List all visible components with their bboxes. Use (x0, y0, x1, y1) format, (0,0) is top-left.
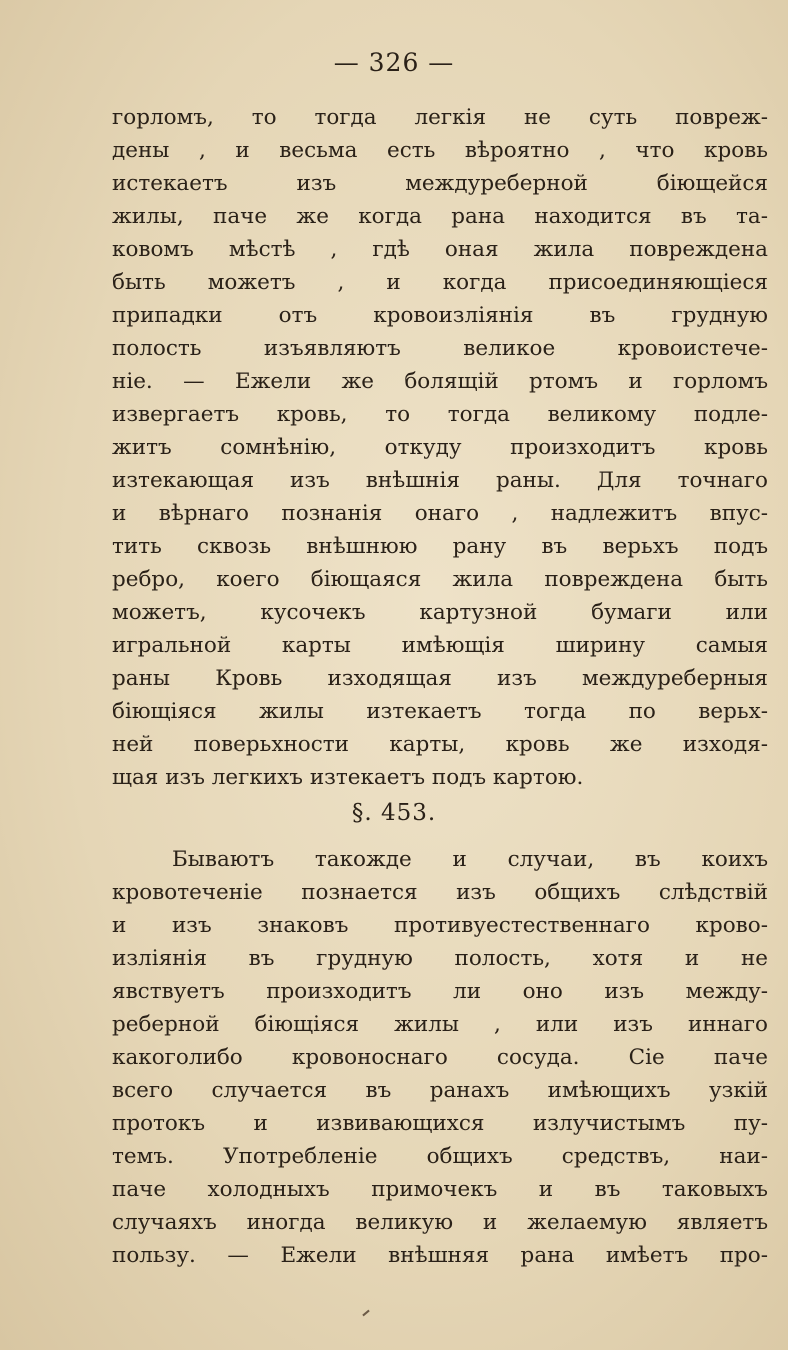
text-line: полость изъявляютъ великое кровоистече- (112, 336, 768, 361)
text-line: и изъ знаковъ противуестественнаго крово- (112, 913, 768, 938)
text-line: Бываютъ такожде и случаи, въ коихъ (172, 847, 768, 872)
text-line: явствуетъ произходитъ ли оно изъ между- (112, 979, 768, 1004)
text-line: реберной біющіяся жилы , или изъ иннаго (112, 1012, 768, 1037)
text-line: темъ. Употребленіе общихъ средствъ, наи- (112, 1144, 768, 1169)
text-line: игральной карты имѣющія ширину самыя (112, 633, 768, 658)
paragraph-2 (112, 843, 768, 1272)
paragraph-1 (112, 101, 768, 794)
text-line: кровотеченіе познается изъ общихъ слѣдствій (112, 880, 768, 905)
text-line: можетъ, кусочекъ картузной бумаги или (112, 600, 768, 625)
text-line: ребро, коего біющаяся жила повреждена быть (112, 567, 768, 592)
text-line: всего случается въ ранахъ имѣющихъ узкій (112, 1078, 768, 1103)
text-line: истекаетъ изъ междуреберной біющейся (112, 171, 768, 196)
text-line: ніе. — Ежели же болящій ртомъ и горломъ (112, 369, 768, 394)
text-line: какоголибо кровоноснаго сосуда. Сіе паче (112, 1045, 768, 1070)
ink-mark (362, 1310, 369, 1317)
text-line: быть можетъ , и когда присоединяющіеся (112, 270, 768, 295)
text-line: паче холодныхъ примочекъ и въ таковыхъ (112, 1177, 768, 1202)
text-line: изтекающая изъ внѣшнія раны. Для точнаго (112, 468, 768, 493)
text-line: щая изъ легкихъ изтекаетъ подъ картою. (112, 765, 584, 790)
text-line: случаяхъ иногда великую и желаемую являетъ (112, 1210, 768, 1235)
section-heading: §. 453. (351, 800, 437, 826)
text-line: изліянія въ грудную полость, хотя и не (112, 946, 768, 971)
text-line: горломъ, то тогда легкія не суть повреж- (112, 105, 768, 130)
text-line: извергаетъ кровь, то тогда великому подле- (112, 402, 768, 427)
text-line: дены , и весьма есть вѣроятно , что кровь (112, 138, 768, 163)
text-line: жилы, паче же когда рана находится въ та- (112, 204, 768, 229)
text-line: ковомъ мѣстѣ , гдѣ оная жила повреждена (112, 237, 768, 262)
text-line: біющіяся жилы изтекаетъ тогда по верьх- (112, 699, 768, 724)
text-line: пользу. — Ежели внѣшняя рана имѣетъ про- (112, 1243, 768, 1268)
text-line: ней поверьхности карты, кровь же изходя- (112, 732, 768, 757)
text-line: тить сквозь внѣшнюю рану въ верьхъ подъ (112, 534, 768, 559)
text-line: и вѣрнаго познанія онаго , надлежитъ впус- (112, 501, 768, 526)
text-line: раны Кровь изходящая изъ междуреберныя (112, 666, 768, 691)
page-number: — 326 — (333, 48, 455, 77)
text-line: житъ сомнѣнію, откуду произходитъ кровь (112, 435, 768, 460)
text-line: припадки отъ кровоизліянія въ грудную (112, 303, 768, 328)
text-line: протокъ и извивающихся излучистымъ пу- (112, 1111, 768, 1136)
